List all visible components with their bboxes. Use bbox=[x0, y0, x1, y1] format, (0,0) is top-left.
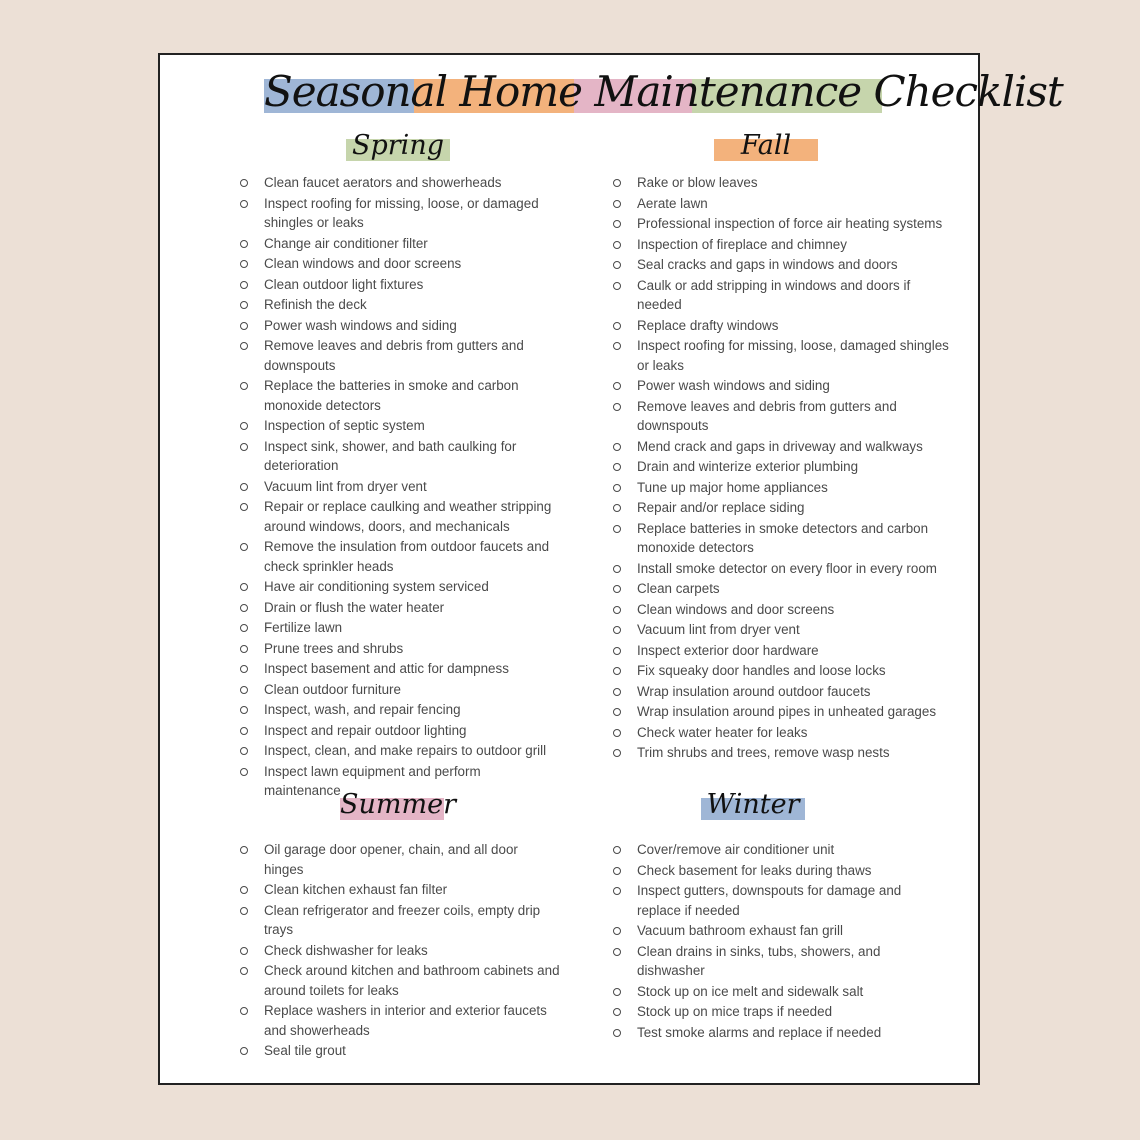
checklist-item[interactable] bbox=[240, 741, 560, 761]
checkbox-circle-icon[interactable] bbox=[613, 647, 621, 655]
checklist-item-label: Clean refrigerator and freezer coils, empty drip trays bbox=[264, 902, 541, 937]
checkbox-circle-icon[interactable] bbox=[240, 846, 248, 854]
checklist-item-label: Wrap insulation around outdoor faucets bbox=[637, 683, 871, 699]
checkbox-circle-icon[interactable] bbox=[613, 484, 621, 492]
checkbox-circle-icon[interactable] bbox=[613, 988, 621, 996]
spring-checklist bbox=[240, 173, 560, 802]
checklist-item-label: Inspect gutters, downspouts for damage and replace if needed bbox=[637, 883, 902, 918]
checklist-item[interactable] bbox=[613, 641, 953, 661]
checklist-item[interactable] bbox=[240, 721, 560, 741]
checklist-item[interactable] bbox=[240, 497, 560, 536]
checklist-item[interactable] bbox=[240, 577, 560, 597]
checkbox-circle-icon[interactable] bbox=[240, 665, 248, 673]
checklist-item-label: Seal tile grout bbox=[264, 1043, 346, 1058]
checkbox-circle-icon[interactable] bbox=[613, 443, 621, 451]
checklist-item-label: Clean kitchen exhaust fan filter bbox=[264, 882, 448, 897]
checklist-item-label: Vacuum lint from dryer vent bbox=[264, 478, 427, 494]
checkbox-circle-icon[interactable] bbox=[613, 667, 621, 675]
checklist-item[interactable] bbox=[240, 1001, 560, 1040]
checklist-item[interactable] bbox=[613, 235, 953, 255]
checkbox-circle-icon[interactable] bbox=[613, 585, 621, 593]
checklist-item-label: Prune trees and shrubs bbox=[264, 640, 404, 656]
checkbox-circle-icon[interactable] bbox=[240, 1047, 248, 1055]
checklist-item[interactable] bbox=[240, 477, 560, 497]
checkbox-circle-icon[interactable] bbox=[613, 179, 621, 187]
checkbox-circle-icon[interactable] bbox=[613, 525, 621, 533]
checklist-item-label: Repair or replace caulking and weather stripping around windows, doors, and mechanicals bbox=[264, 499, 552, 534]
checklist-item[interactable] bbox=[613, 982, 913, 1002]
checklist-item-label: Replace drafty windows bbox=[637, 317, 779, 333]
checklist-item[interactable] bbox=[240, 173, 560, 193]
checkbox-circle-icon[interactable] bbox=[240, 322, 248, 330]
checklist-item-label: Repair and/or replace siding bbox=[637, 500, 805, 515]
checklist-item-label: Inspect, wash, and repair fencing bbox=[264, 702, 461, 717]
checkbox-circle-icon[interactable] bbox=[613, 220, 621, 228]
checkbox-circle-icon[interactable] bbox=[613, 927, 621, 935]
checkbox-circle-icon[interactable] bbox=[240, 686, 248, 694]
checklist-item-label: Mend crack and gaps in driveway and walkways bbox=[637, 438, 923, 454]
checklist-item[interactable] bbox=[240, 316, 560, 336]
checklist-item-label: Trim shrubs and trees, remove wasp nests bbox=[637, 745, 890, 760]
spring-heading bbox=[346, 130, 450, 161]
checklist-item-label: Clean windows and door screens bbox=[637, 601, 835, 617]
checklist-item[interactable] bbox=[613, 559, 953, 579]
checklist-item[interactable] bbox=[613, 276, 953, 315]
checklist-item-label: Wrap insulation around pipes in unheated garages bbox=[637, 704, 937, 719]
checklist-item-label: Check water heater for leaks bbox=[637, 724, 808, 740]
checkbox-circle-icon[interactable] bbox=[240, 947, 248, 955]
checklist-page bbox=[158, 53, 1063, 1085]
checklist-item-label: Clean faucet aerators and showerheads bbox=[264, 175, 502, 190]
checkbox-circle-icon[interactable] bbox=[613, 342, 621, 350]
checklist-item-label: Install smoke detector on every floor in every room bbox=[637, 560, 937, 576]
checkbox-circle-icon[interactable] bbox=[613, 322, 621, 330]
checkbox-circle-icon[interactable] bbox=[240, 907, 248, 915]
checklist-item[interactable] bbox=[613, 881, 913, 920]
checklist-item[interactable] bbox=[240, 901, 560, 940]
checkbox-circle-icon[interactable] bbox=[613, 504, 621, 512]
checklist-item[interactable] bbox=[613, 861, 913, 881]
checkbox-circle-icon[interactable] bbox=[240, 179, 248, 187]
checkbox-circle-icon[interactable] bbox=[240, 200, 248, 208]
checklist-item-label: Clean outdoor furniture bbox=[264, 681, 401, 697]
checklist-item[interactable] bbox=[613, 173, 953, 193]
checklist-item-label: Inspect lawn equipment and perform maintenance bbox=[264, 763, 481, 798]
checklist-item-label: Replace batteries in smoke detectors and carbon monoxide detectors bbox=[637, 520, 929, 555]
checklist-item-label: Remove leaves and debris from gutters and downspouts bbox=[264, 338, 524, 373]
checklist-item-label: Vacuum lint from dryer vent bbox=[637, 622, 800, 637]
checklist-item[interactable] bbox=[240, 275, 560, 295]
page-title: Seasonal Home Maintenance Checklist bbox=[264, 67, 1063, 116]
checkbox-circle-icon[interactable] bbox=[240, 443, 248, 451]
checklist-item[interactable] bbox=[613, 620, 953, 640]
checklist-item[interactable] bbox=[240, 1041, 560, 1061]
checklist-item[interactable] bbox=[613, 316, 953, 336]
checkbox-circle-icon[interactable] bbox=[240, 422, 248, 430]
checkbox-circle-icon[interactable] bbox=[240, 483, 248, 491]
checklist-item-label: Have air conditioning system serviced bbox=[264, 579, 489, 594]
checklist-item-label: Stock up on ice melt and sidewalk salt bbox=[637, 983, 864, 999]
fall-checklist bbox=[613, 173, 953, 764]
checkbox-circle-icon[interactable] bbox=[613, 241, 621, 249]
checkbox-circle-icon[interactable] bbox=[613, 749, 621, 757]
checkbox-circle-icon[interactable] bbox=[240, 543, 248, 551]
checklist-item-label: Inspect, clean, and make repairs to outdoor grill bbox=[264, 743, 547, 758]
checklist-item-label: Check dishwasher for leaks bbox=[264, 942, 428, 958]
checklist-item[interactable] bbox=[613, 743, 953, 763]
checkbox-circle-icon[interactable] bbox=[240, 747, 248, 755]
checklist-item-label: Test smoke alarms and replace if needed bbox=[637, 1024, 882, 1040]
checkbox-circle-icon[interactable] bbox=[240, 382, 248, 390]
checklist-item-label: Fix squeaky door handles and loose locks bbox=[637, 663, 886, 678]
checklist-item-label: Replace the batteries in smoke and carbon monoxide detectors bbox=[264, 378, 519, 413]
spring-title: Spring bbox=[352, 130, 444, 161]
checkbox-circle-icon[interactable] bbox=[613, 403, 621, 411]
checklist-item[interactable] bbox=[240, 416, 560, 436]
checkbox-circle-icon[interactable] bbox=[613, 1008, 621, 1016]
checklist-item[interactable] bbox=[240, 537, 560, 576]
checkbox-circle-icon[interactable] bbox=[613, 846, 621, 854]
checklist-item-label: Professional inspection of force air heating systems bbox=[637, 216, 943, 231]
checklist-item-label: Change air conditioner filter bbox=[264, 235, 428, 251]
checklist-item[interactable] bbox=[613, 840, 913, 860]
checklist-item-label: Oil garage door opener, chain, and all door hinges bbox=[264, 842, 518, 877]
checklist-item-label: Clean windows and door screens bbox=[264, 256, 462, 271]
checklist-item-label: Inspection of fireplace and chimney bbox=[637, 236, 847, 252]
checkbox-circle-icon[interactable] bbox=[240, 967, 248, 975]
checkbox-circle-icon[interactable] bbox=[613, 565, 621, 573]
checklist-item[interactable] bbox=[613, 457, 953, 477]
checklist-item[interactable] bbox=[613, 661, 953, 681]
checklist-item[interactable] bbox=[613, 214, 953, 234]
checkbox-circle-icon[interactable] bbox=[613, 382, 621, 390]
checklist-item[interactable] bbox=[240, 961, 560, 1000]
checklist-item[interactable] bbox=[240, 659, 560, 679]
checklist-item-label: Vacuum bathroom exhaust fan grill bbox=[637, 923, 843, 938]
checklist-item[interactable] bbox=[240, 700, 560, 720]
checklist-item-label: Tune up major home appliances bbox=[637, 479, 828, 495]
checklist-item-label: Inspect roofing for missing, loose, or damaged shingles or leaks bbox=[264, 195, 539, 230]
checklist-item-label: Check basement for leaks during thaws bbox=[637, 862, 872, 878]
checkbox-circle-icon[interactable] bbox=[613, 688, 621, 696]
checkbox-circle-icon[interactable] bbox=[240, 706, 248, 714]
winter-checklist bbox=[613, 840, 913, 1043]
checkbox-circle-icon[interactable] bbox=[240, 503, 248, 511]
title-banner bbox=[264, 67, 1063, 116]
checklist-item-label: Inspection of septic system bbox=[264, 418, 425, 433]
checklist-item-label: Power wash windows and siding bbox=[637, 378, 830, 393]
checkbox-circle-icon[interactable] bbox=[613, 1029, 621, 1037]
checklist-item-label: Remove leaves and debris from gutters and downspouts bbox=[637, 398, 897, 433]
checklist-item-label: Aerate lawn bbox=[637, 195, 708, 211]
checklist-item-label: Remove the insulation from outdoor faucets and check sprinkler heads bbox=[264, 539, 550, 574]
checklist-item[interactable] bbox=[613, 682, 953, 702]
checkbox-circle-icon[interactable] bbox=[240, 645, 248, 653]
checkbox-circle-icon[interactable] bbox=[240, 260, 248, 268]
checkbox-circle-icon[interactable] bbox=[240, 583, 248, 591]
checkbox-circle-icon[interactable] bbox=[240, 240, 248, 248]
checkbox-circle-icon[interactable] bbox=[613, 867, 621, 875]
checkbox-circle-icon[interactable] bbox=[240, 727, 248, 735]
fall-heading bbox=[714, 130, 818, 161]
checklist-item-label: Fertilize lawn bbox=[264, 620, 343, 635]
checklist-item[interactable] bbox=[240, 618, 560, 638]
checklist-item[interactable] bbox=[613, 579, 953, 599]
checkbox-circle-icon[interactable] bbox=[613, 729, 621, 737]
checkbox-circle-icon[interactable] bbox=[613, 282, 621, 290]
checklist-item-label: Drain and winterize exterior plumbing bbox=[637, 459, 859, 474]
checklist-item[interactable] bbox=[240, 194, 560, 233]
checklist-item[interactable] bbox=[613, 478, 953, 498]
checkbox-circle-icon[interactable] bbox=[613, 708, 621, 716]
checklist-item-label: Inspect sink, shower, and bath caulking for deterioration bbox=[264, 438, 517, 473]
checklist-item-label: Drain or flush the water heater bbox=[264, 599, 445, 615]
checkbox-circle-icon[interactable] bbox=[613, 606, 621, 614]
checklist-item-label: Inspect and repair outdoor lighting bbox=[264, 722, 467, 738]
checkbox-circle-icon[interactable] bbox=[240, 1007, 248, 1015]
checklist-item[interactable] bbox=[240, 295, 560, 315]
checkbox-circle-icon[interactable] bbox=[613, 887, 621, 895]
checklist-item[interactable] bbox=[613, 1023, 913, 1043]
checklist-item-label: Stock up on mice traps if needed bbox=[637, 1004, 833, 1019]
checklist-item[interactable] bbox=[613, 600, 953, 620]
summer-title: Summer bbox=[340, 789, 456, 820]
checklist-item[interactable] bbox=[613, 437, 953, 457]
checklist-item[interactable] bbox=[613, 336, 953, 375]
checklist-item-label: Rake or blow leaves bbox=[637, 175, 758, 190]
summer-checklist bbox=[240, 840, 560, 1062]
checklist-item[interactable] bbox=[613, 1002, 913, 1022]
checklist-item-label: Check around kitchen and bathroom cabinets and around toilets for leaks bbox=[264, 963, 560, 998]
checklist-item[interactable] bbox=[613, 376, 953, 396]
checklist-item[interactable] bbox=[240, 680, 560, 700]
checklist-item-label: Clean drains in sinks, tubs, showers, and dishwasher bbox=[637, 943, 881, 978]
checkbox-circle-icon[interactable] bbox=[240, 604, 248, 612]
checklist-item-label: Clean carpets bbox=[637, 581, 720, 596]
checklist-item[interactable] bbox=[240, 254, 560, 274]
checklist-item[interactable] bbox=[613, 942, 913, 981]
checkbox-circle-icon[interactable] bbox=[240, 281, 248, 289]
checkbox-circle-icon[interactable] bbox=[240, 301, 248, 309]
checkbox-circle-icon[interactable] bbox=[613, 948, 621, 956]
checklist-item[interactable] bbox=[240, 941, 560, 961]
checklist-item[interactable] bbox=[613, 519, 953, 558]
checklist-item[interactable] bbox=[240, 598, 560, 618]
checklist-item[interactable] bbox=[613, 498, 953, 518]
checklist-item-label: Seal cracks and gaps in windows and doors bbox=[637, 257, 898, 272]
checklist-item[interactable] bbox=[240, 336, 560, 375]
checklist-item[interactable] bbox=[240, 880, 560, 900]
checklist-item-label: Clean outdoor light fixtures bbox=[264, 276, 424, 292]
checkbox-circle-icon[interactable] bbox=[613, 626, 621, 634]
checklist-item-label: Power wash windows and siding bbox=[264, 317, 457, 333]
checkbox-circle-icon[interactable] bbox=[240, 624, 248, 632]
checkbox-circle-icon[interactable] bbox=[240, 342, 248, 350]
summer-heading bbox=[340, 789, 456, 820]
checkbox-circle-icon[interactable] bbox=[613, 463, 621, 471]
fall-title: Fall bbox=[740, 130, 792, 161]
checklist-item[interactable] bbox=[240, 639, 560, 659]
checklist-item[interactable] bbox=[240, 234, 560, 254]
checkbox-circle-icon[interactable] bbox=[613, 261, 621, 269]
checklist-item-label: Caulk or add stripping in windows and doors if needed bbox=[637, 277, 911, 312]
checklist-item-label: Cover/remove air conditioner unit bbox=[637, 842, 835, 857]
checklist-item[interactable] bbox=[613, 194, 953, 214]
checklist-item-label: Replace washers in interior and exterior faucets and showerheads bbox=[264, 1003, 547, 1038]
checkbox-circle-icon[interactable] bbox=[240, 768, 248, 776]
checklist-item[interactable] bbox=[240, 437, 560, 476]
checklist-item[interactable] bbox=[240, 840, 560, 879]
checklist-item[interactable] bbox=[613, 921, 913, 941]
checklist-item-label: Inspect roofing for missing, loose, damaged shingles or leaks bbox=[637, 338, 949, 373]
checkbox-circle-icon[interactable] bbox=[613, 200, 621, 208]
checklist-item-label: Inspect basement and attic for dampness bbox=[264, 661, 509, 676]
checklist-item-label: Inspect exterior door hardware bbox=[637, 642, 819, 658]
winter-heading bbox=[701, 789, 805, 820]
winter-title: Winter bbox=[706, 789, 800, 820]
checklist-item[interactable] bbox=[613, 723, 953, 743]
checklist-item[interactable] bbox=[240, 376, 560, 415]
checklist-item[interactable] bbox=[613, 255, 953, 275]
checklist-item[interactable] bbox=[613, 397, 953, 436]
checkbox-circle-icon[interactable] bbox=[240, 886, 248, 894]
checklist-item[interactable] bbox=[613, 702, 953, 722]
checklist-item-label: Refinish the deck bbox=[264, 297, 367, 312]
